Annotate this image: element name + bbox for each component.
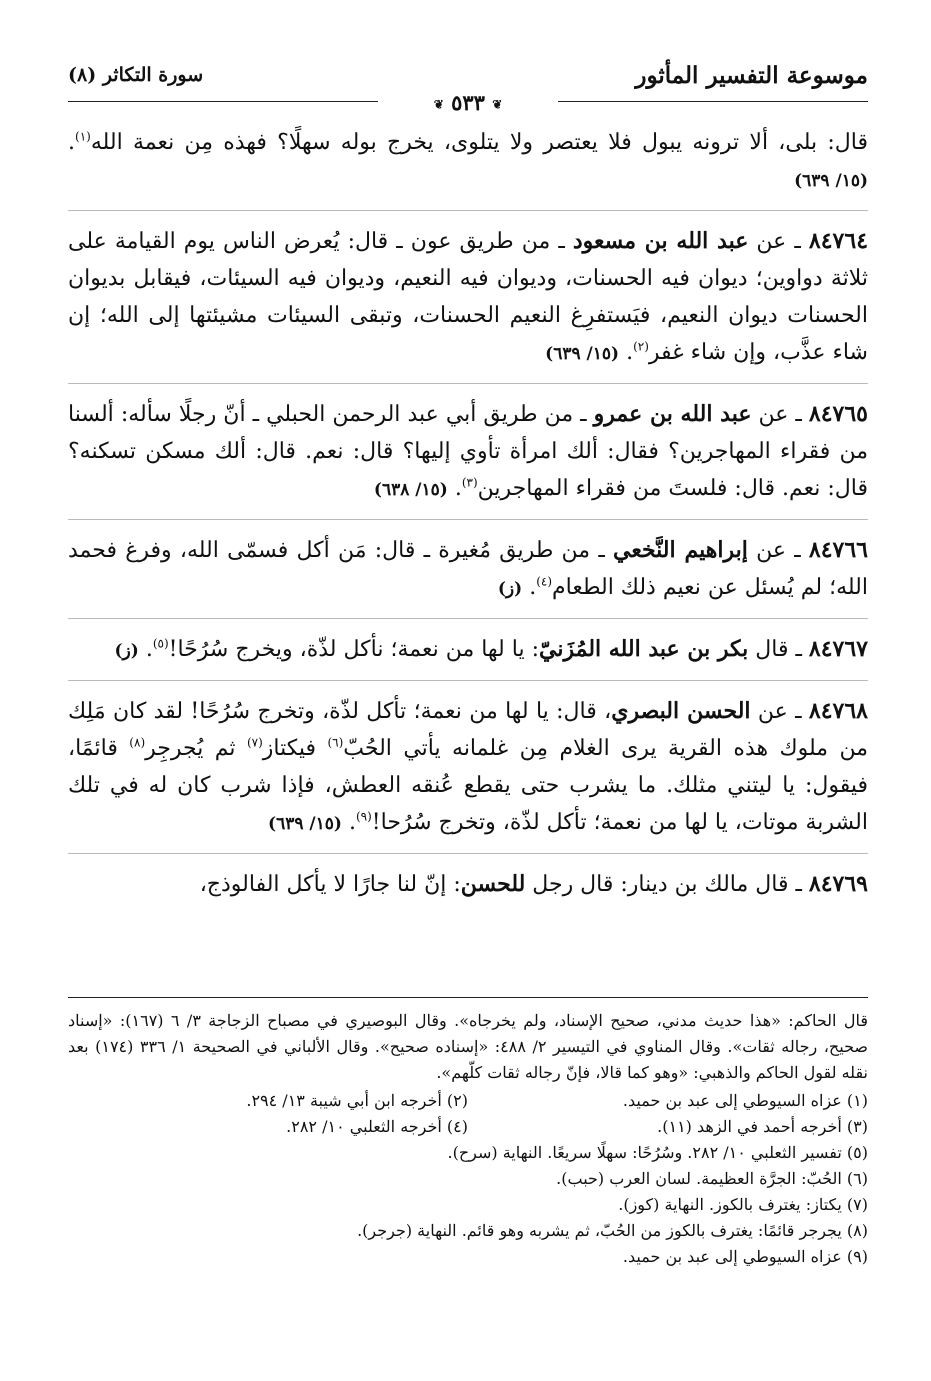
paragraph [68,124,868,211]
ornament-icon: ❦ [492,97,503,112]
narrator-name: للحسن [460,871,526,897]
page-header [68,62,868,115]
paragraph-text: قائمًا، فيقول: يا ليتني مثلك. ما يشرب حتى يقطع عُنقه العطش، فإذا شرب كان له في تلك الشربة موتات، يا لها من نعمة؛ تأكل لذّة، وتخرج سُرُحا! [68,736,868,835]
narrator-name: إبراهيم النَّخعي [613,537,748,563]
header-rule-right [558,101,868,102]
footnote: (١) عزاه السيوطي إلى عبد بن حميد. [622,1091,868,1110]
paragraph-text: ـ من طريق عون ـ قال: يُعرض الناس يوم القيامة على ثلاثة دواوين؛ ديوان فيه الحسنات، وديوان فيه النعيم، وديوان فيه السيئات، فيقابل بديوان الحسنات ديوان النعيم، فيَستفرِغ النعيم الحسنات، وتبقى السيئات مشيئتها إلى الله؛ إن شاء عذَّب، وإن شاء غفر [68,229,868,365]
paragraph-tail: . [529,575,537,600]
paragraph [68,532,868,619]
paragraph-text: قال: بلى، ألا ترونه يبول فلا يعتصر ولا يتلوى، يخرج بوله سهلًا؟ فهذه مِن نعمة الله [90,130,868,155]
narration-number: ٨٤٧٦٧ [808,636,868,662]
footnote-row [68,1088,868,1114]
footnote-marker: (٤) [536,574,553,589]
paragraph-tail: . [68,130,75,155]
narration-number: ٨٤٧٦٤ [808,228,869,254]
reference: (١٥/ ٦٣٨) [373,480,448,500]
paragraph-tail: . [626,340,634,365]
footnote-marker: (٢) [633,339,649,354]
reference: (١٥/ ٦٣٩) [268,814,342,834]
paragraph-lead: ـ قال [748,637,809,662]
footnote-marker: (١) [75,129,91,144]
page-number [408,90,528,115]
header-rule-left [68,101,378,102]
paragraph [68,396,868,520]
paragraph-tail: . [145,637,153,662]
paragraph-text: ، قال: يا لها من نعمة؛ تأكل لذّة، وتخرج سُرُحًا! لقد كان مَلِك من ملوك هذه القرية يرى الغلام مِن غلمانه يأتي الحُبّ [68,699,869,761]
book-page [68,62,869,1266]
footnote-marker: (٧) [246,735,263,750]
reference: (ز) [114,641,139,661]
footnote-marker: (٦) [327,735,344,750]
footnote: (٣) أخرجه أحمد في الزهد (١١). [657,1117,868,1136]
footnote-marker: (٨) [129,735,146,750]
paragraph-text: ـ من طريق مُغيرة ـ قال: مَن أكل فسمّى الله، وفرغ فحمد الله؛ لم يُسئل عن نعيم ذلك الطعام [68,538,868,600]
footnote: (٨) يجرجر قائمًا: يغترف بالكوز من الحُبّ، ثم يشربه وهو قائم. النهاية (جرجر). [357,1221,868,1240]
reference: (١٥/ ٦٣٩) [794,171,868,191]
paragraph-text: : إنّ لنا جارًا لا يأكل الفالوذج، [199,872,461,897]
narrator-name: عبد الله بن عمرو [593,401,752,427]
footnotes [68,997,868,1270]
reference: (١٥/ ٦٣٩) [545,344,620,364]
narration-number: ٨٤٧٦٦ [808,537,868,563]
footnote: (٩) عزاه السيوطي إلى عبد بن حميد. [622,1247,868,1266]
surah-label: سورة التكاثر (٨) [68,64,204,86]
paragraph [68,693,868,854]
paragraph-tail: . [348,810,356,835]
paragraph [68,631,868,681]
paragraph-lead: ـ عن [747,538,809,563]
footnote: (٦) الحُبّ: الجرَّة العظيمة. لسان العرب (حبب). [556,1169,868,1188]
page-number-value: ٥٣٣ [451,90,485,115]
page-number-bar [68,90,868,115]
paragraph-text: : يا لها من نعمة؛ نأكل لذّة، ويخرج سُرُحًا! [168,637,539,662]
narrator-name: بكر بن عبد الله المُزَنيّ [539,636,749,662]
footnote-marker: (٥) [152,636,169,651]
footnote: (٧) يكتاز: يغترف بالكوز. النهاية (كوز). [618,1195,868,1214]
book-title: موسوعة التفسير المأثور [635,62,868,89]
paragraph [68,866,868,913]
ornament-icon: ❦ [433,97,444,112]
paragraph-text: فيكتاز [262,736,328,761]
footnote-row [68,1114,868,1140]
paragraph-text: ثم يُجرجِر [145,736,247,761]
paragraph-tail: . [454,476,462,501]
main-text [68,124,868,913]
paragraph-lead: ـ عن [750,699,809,724]
footnote: (٢) أخرجه ابن أبي شيبة ١٣/ ٢٩٤. [246,1091,468,1110]
narration-number: ٨٤٧٦٨ [808,698,868,724]
footnote-continuation: قال الحاكم: «هذا حديث مدني، صحيح الإسناد، ولم يخرجاه». وقال البوصيري في مصباح الزجاجة ٣/ ٦ (١٦٧): «إسناد صحيح، رجاله ثقات». وقال المناوي في التيسير ٢/ ٤٨٨: «إسناده صحيح». وقال الألباني في الصحيحة ١/ ٣٣٦ (١٧٤) بعد نقله لقول الحاكم والذهبي: «وهو كما قالا، فإنّ رجاله ثقات كلّهم». [68,1011,869,1082]
footnote-marker: (٣) [461,475,478,490]
narrator-name: الحسن البصري [611,698,751,724]
paragraph-lead: ـ قال مالك بن دينار: قال رجل [525,872,809,897]
paragraph [68,223,868,384]
narration-number: ٨٤٧٦٩ [808,871,868,897]
paragraph-text: ـ من طريق أبي عبد الرحمن الحبلي ـ أنّ رجلًا سأله: ألسنا من فقراء المهاجرين؟ فقال: ألك امرأة تأوي إليها؟ قال: نعم. قال: ألك مسكن تسكنه؟ قال: نعم. قال: فلستَ من فقراء المهاجرين [68,402,868,501]
footnote: (٤) أخرجه الثعلبي ١٠/ ٢٨٢. [286,1117,468,1136]
narrator-name: عبد الله بن مسعود [572,228,749,254]
reference: (ز) [497,579,523,599]
footnote-marker: (٩) [355,809,372,824]
paragraph-lead: ـ عن [751,402,809,427]
narration-number: ٨٤٧٦٥ [808,401,868,427]
paragraph-lead: ـ عن [748,229,809,254]
footnote: (٥) تفسير الثعلبي ١٠/ ٢٨٢. وسُرُحًا: سهلًا سريعًا. النهاية (سرح). [447,1143,868,1162]
